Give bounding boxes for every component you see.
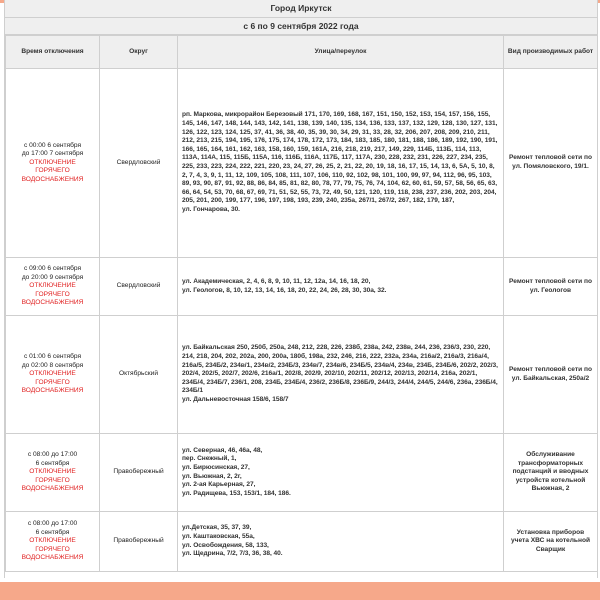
street-line: ул. Бирюсинская, 27,: [182, 463, 250, 471]
streets-cell: [178, 316, 504, 434]
streets-cell: [178, 434, 504, 512]
column-header-time: Время отключения: [6, 36, 100, 69]
bottom-stripe: [0, 582, 600, 600]
street-line: ул. Щедрина, 7/2, 7/3, 36, 38, 40.: [182, 550, 283, 558]
outage-time-cell: [6, 258, 100, 316]
outage-end: 6 сентября: [35, 459, 70, 467]
outage-end: до 20:00 9 сентября: [21, 273, 84, 281]
outage-schedule: [4, 0, 598, 578]
outage-time-cell: [6, 434, 100, 512]
table-row: [6, 434, 598, 512]
outage-type: ГОРЯЧЕГО: [35, 476, 70, 484]
district-cell: Правобережный: [100, 512, 178, 572]
district-cell: Свердловский: [100, 258, 178, 316]
column-header-work: Вид производимых работ: [504, 36, 598, 69]
outage-type: ГОРЯЧЕГО: [35, 378, 70, 386]
outage-end: до 02:00 8 сентября: [21, 361, 84, 369]
outage-type: ВОДОСНАБЖЕНИЯ: [21, 299, 84, 307]
street-line: ул. Каштаковская, 55а,: [182, 532, 255, 540]
outage-end: до 17:00 7 сентября: [21, 150, 84, 158]
table-header-row: [6, 36, 598, 69]
outage-start: с 01:00 6 сентября: [23, 353, 82, 361]
work-type-cell: Ремонт тепловой сети по ул. Помяловского, 19/1.: [504, 69, 598, 258]
district-cell: Свердловский: [100, 69, 178, 258]
street-line: ул. Геологов, 8, 10, 12, 13, 14, 16, 18, 20, 22, 24, 26, 28, 30, 30а, 32.: [182, 286, 387, 294]
outage-start: с 08:00 до 17:00: [27, 520, 78, 528]
work-type-cell: Ремонт тепловой сети по ул. Геологов: [504, 258, 598, 316]
outage-type: ВОДОСНАБЖЕНИЯ: [21, 387, 84, 395]
outage-end: 6 сентября: [35, 528, 70, 536]
table-row: [6, 316, 598, 434]
outage-type: ОТКЛЮЧЕНИЕ: [29, 282, 76, 290]
street-line: ул. Освобождения, 58, 133,: [182, 541, 269, 549]
outage-start: с 00:00 6 сентября: [23, 141, 82, 149]
outage-type: ВОДОСНАБЖЕНИЯ: [21, 175, 84, 183]
outage-start: с 08:00 до 17:00: [27, 451, 78, 459]
outage-type: ОТКЛЮЧЕНИЕ: [29, 370, 76, 378]
table-row: [6, 69, 598, 258]
outage-type: ОТКЛЮЧЕНИЕ: [29, 468, 76, 476]
table-row: [6, 258, 598, 316]
streets-cell: [178, 258, 504, 316]
street-line: ул. Академическая, 2, 4, 6, 8, 9, 10, 11, 12, 12а, 14, 16, 18, 20,: [182, 277, 371, 285]
outage-table: [5, 35, 598, 572]
street-line: ул. 2-ая Карьерная, 27,: [182, 481, 256, 489]
column-header-streets: Улица/переулок: [178, 36, 504, 69]
outage-type: ГОРЯЧЕГО: [35, 545, 70, 553]
outage-type: ГОРЯЧЕГО: [35, 167, 70, 175]
work-type-cell: Ремонт тепловой сети по ул. Байкальская, 250а/2: [504, 316, 598, 434]
street-line: ул. Дальневосточная 158/6, 158/7: [182, 395, 289, 403]
street-line: ул.Детская, 35, 37, 39,: [182, 524, 252, 532]
work-type-cell: Обслуживание трансформаторных подстанций и вводных устройств котельной Вьюжная, 2: [504, 434, 598, 512]
district-cell: Октябрьский: [100, 316, 178, 434]
streets-cell: [178, 69, 504, 258]
city-title: Город Иркутск: [5, 0, 597, 18]
outage-type: ВОДОСНАБЖЕНИЯ: [21, 485, 84, 493]
outage-type: ГОРЯЧЕГО: [35, 290, 70, 298]
outage-time-cell: [6, 512, 100, 572]
street-line: рп. Маркова, микрорайон Березовый 171, 170, 169, 168, 167, 151, 150, 152, 153, 154, 157, 156, 155, 145, 146, 147, 148, 144, 143, 142, 141, 138, 139, 140, 135, 134, 136, 133, 137, 132, 129, 128, 130, 127, 131, 126, 122, 123, 124, 125, 37, 41, 36, 38, 40, 35, 39, 30, 34, 29, 31, 33, 28, 32, 206, 207, 208, 209, 210, 211, 212, 213, 215, 194, 195, 176, 175, 174, 178, 172, 173, 184, 183, 185, 180, 181, 188, 186, 189, 192, 190, 191, 166, 165, 164, 161, 162, 163, 158, 160, 159, 161А, 216, 218, 219, 217, 149, 229, 114Б, 113Б, 114, 113, 113А, 114А, 115, 115Б, 115А, 116, 116Б, 116А, 117Б, 117, 117А, 230, 228, 232, 231, 226, 227, 234, 235, 225, 233, 223, 224, 222, 221, 220, 23, 24, 27, 26, 25, 2, 21, 22, 20, 19, 18, 16, 17, 15, 14, 13, 6, 5А, 5, 10, 8, 2, 7, 4, 3, 9, 1, 11, 12, 109, 105, 108, 111, 107, 106, 110, 92, 102, 98, 101, 100, 99, 97, 94, 112, 96, 95, 103, 89, 93, 90, 87, 91, 92, 88, 86, 84, 85, 81, 82, 80, 78, 77, 79, 75, 76, 74, 104, 62, 60, 61, 59, 57, 58, 56, 65, 63, 66, 64, 54, 53, 70, 68, 67, 69, 71, 51, 52, 55, 73, 72, 49, 50, 121, 120, 119, 118, 238, 237, 236, 202, 203, 204, 205, 201, 200, 199, 177, 196, 197, 198, 193, 239, 240, 235а, 267/1, 267/2, 267, 182, 179, 187,: [182, 111, 498, 205]
date-range: с 6 по 9 сентября 2022 года: [5, 18, 597, 35]
street-line: ул. Байкальская 250, 250б, 250а, 248, 212, 228, 226, 238б, 238а, 242, 238в, 244, 236, 236/3, 230, 220, 214, 218, 204, 202, 202а, 200, 200а, 180б, 198а, 232, 246, 216, 222, 232а, 234а, 216а/2, 216а/3, 216а/4, 216а/5, 234Б/2, 234в/1, 234в/2, 234Б/3, 234в/7, 234в/6, 234Б/5, 234в/4, 234в, 234Б, 234Б/6, 202/2, 202/3, 202/4, 202/5, 202/7, 202/6, 216а/1, 202/8, 202/9, 202/10, 202/11, 202/12, 202/13, 202/14, 216а, 202/1, 234Б/4, 234Б/7, 236/1, 208, 234Б, 234Б/4, 236/2, 236Б/8, 236Б/9, 244/3, 244/4, 244/5, 244/6, 236а, 236Б/4, 234Б/1: [182, 344, 498, 395]
district-cell: Правобережный: [100, 434, 178, 512]
work-type-cell: Установка приборов учета ХВС на котельной Сварщик: [504, 512, 598, 572]
street-line: ул. Северная, 46, 46а, 48,: [182, 446, 263, 454]
outage-type: ОТКЛЮЧЕНИЕ: [29, 537, 76, 545]
street-line: ул. Радищева, 153, 153/1, 184, 186.: [182, 489, 291, 497]
street-line: пер. Снежный, 1,: [182, 455, 237, 463]
street-line: ул. Гончарова, 30.: [182, 205, 240, 213]
outage-start: с 09:00 6 сентября: [23, 265, 82, 273]
outage-time-cell: [6, 316, 100, 434]
column-header-district: Округ: [100, 36, 178, 69]
table-row: [6, 512, 598, 572]
outage-type: ВОДОСНАБЖЕНИЯ: [21, 554, 84, 562]
streets-cell: [178, 512, 504, 572]
street-line: ул. Вьюжная, 2, 2г,: [182, 472, 242, 480]
outage-type: ОТКЛЮЧЕНИЕ: [29, 158, 76, 166]
outage-time-cell: [6, 69, 100, 258]
